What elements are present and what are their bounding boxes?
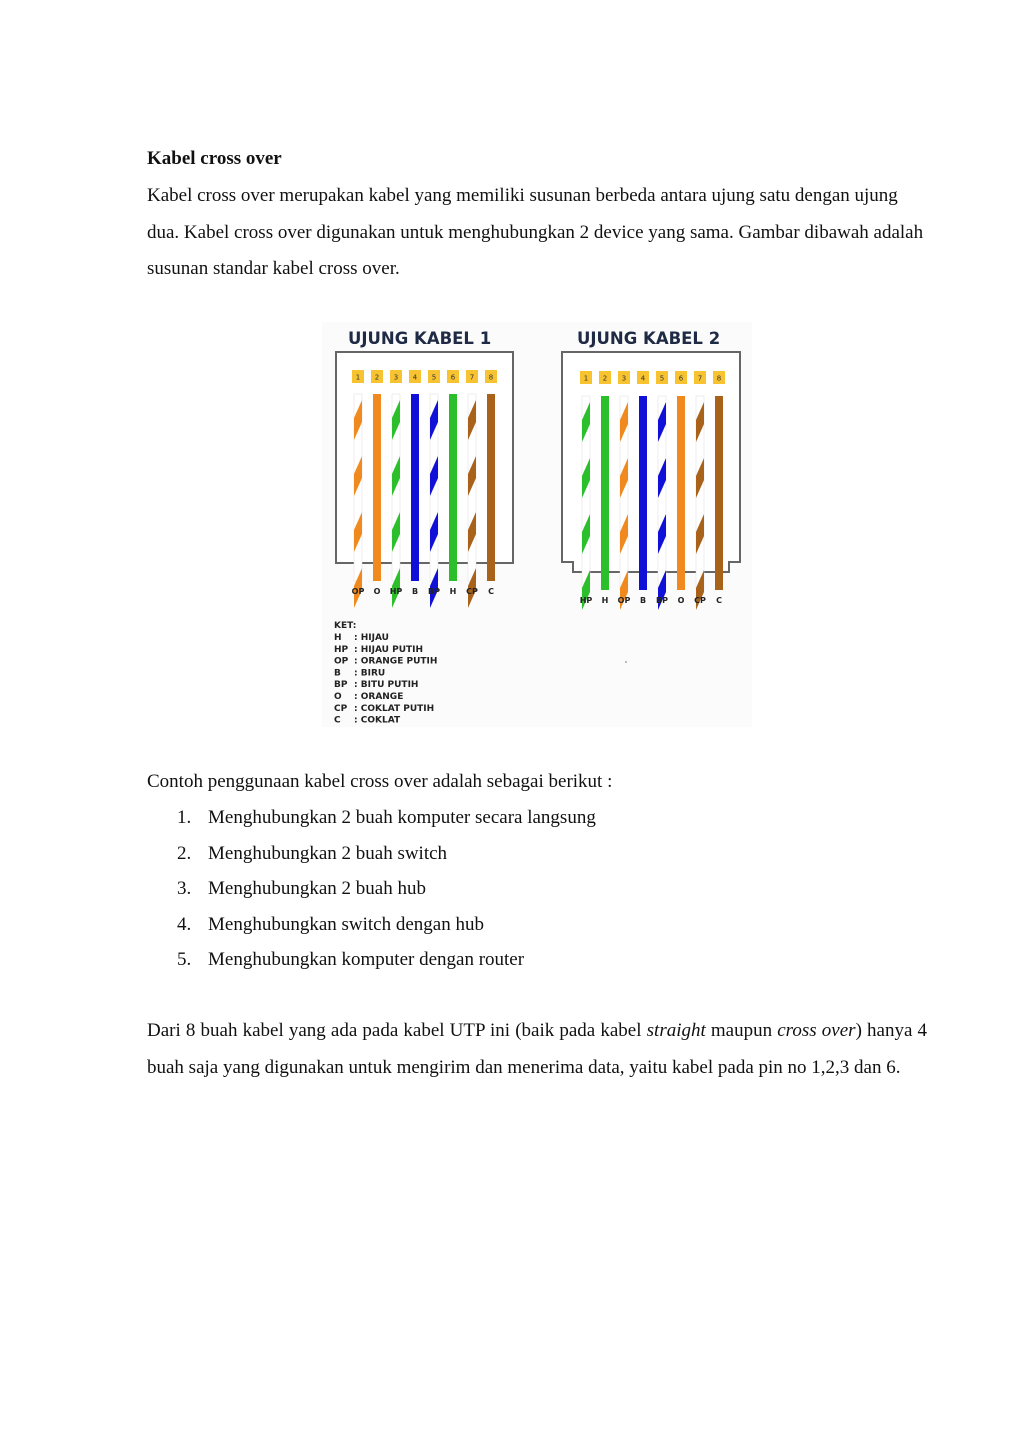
pin-1 (580, 371, 592, 384)
uses-intro: Contoh penggunaan kabel cross over adalah sebagai berikut : (147, 771, 613, 792)
wire-body (411, 394, 419, 581)
pin-number: 1 (583, 374, 589, 383)
pin-7 (694, 371, 706, 384)
legend-code: O (334, 692, 342, 702)
wire-label: C (716, 596, 722, 605)
closing-emphasis-straight: straight (646, 1020, 706, 1041)
legend-desc: : ORANGE PUTIH (354, 656, 438, 667)
legend-code: C (334, 715, 341, 726)
closing-emphasis-cross-over: cross over (777, 1020, 856, 1041)
connector-1-housing (336, 352, 513, 563)
pin-number: 7 (697, 374, 703, 383)
wire-label: B (411, 587, 419, 596)
legend-desc: : COKLAT (354, 715, 401, 726)
closing-text-2: maupun (705, 1020, 778, 1041)
legend-desc: : HIJAU PUTIH (354, 644, 424, 655)
list-text: Menghubungkan 2 buah switch (208, 842, 448, 864)
wire-op (354, 394, 362, 608)
pin-2 (599, 371, 611, 384)
wire-hp (582, 396, 590, 610)
pin-number: 5 (659, 374, 665, 383)
pin-number: 4 (412, 373, 418, 382)
wire-label: H (601, 596, 609, 605)
list-text: Menghubungkan komputer dengan router (208, 949, 525, 970)
pin-4 (637, 371, 649, 384)
pin-number: 8 (716, 374, 722, 383)
pin-number: 8 (488, 373, 494, 382)
wire-label: H (449, 587, 457, 596)
pin-7 (466, 370, 478, 383)
wire-label: CP (694, 596, 706, 605)
wire-label: O (677, 596, 685, 605)
legend-code: H (334, 633, 342, 643)
legend-item (334, 680, 418, 690)
legend-desc: : ORANGE (354, 692, 404, 702)
wire-label: O (373, 587, 381, 596)
wire-body (715, 396, 723, 590)
connector-1-title: UJUNG KABEL 1 (348, 329, 492, 348)
legend-code: BP (334, 680, 348, 691)
pin-5 (428, 370, 440, 383)
wire-label: HP (579, 596, 593, 605)
wire-label: BP (656, 596, 668, 605)
pin-number: 6 (450, 373, 456, 382)
wire-hp (392, 394, 400, 608)
pin-4 (409, 370, 421, 383)
list-text: Menghubungkan 2 buah hub (208, 878, 426, 899)
pin-number: 3 (393, 373, 399, 382)
wire-label: C (488, 587, 494, 596)
legend-desc: : HIJAU (354, 633, 389, 643)
wire-o (677, 396, 685, 590)
legend-code: CP (334, 703, 348, 714)
wire-body (373, 394, 381, 581)
wire-bp (430, 394, 438, 608)
pin-number: 6 (678, 374, 684, 383)
wire-label: HP (389, 587, 403, 596)
legend-desc: : COKLAT PUTIH (354, 703, 435, 714)
wire-op (620, 396, 628, 610)
list-number: 1. (177, 807, 192, 828)
wire-cp (696, 396, 704, 610)
legend-code: HP (334, 644, 349, 655)
wire-b (639, 396, 647, 590)
wire-body (487, 394, 495, 581)
legend-item (334, 645, 423, 655)
wire-c (715, 396, 723, 590)
pin-number: 2 (374, 373, 380, 382)
wiring-diagram (322, 322, 752, 727)
pin-6 (447, 370, 459, 383)
wire-body (601, 396, 609, 590)
wire-body (449, 394, 457, 581)
pin-number: 2 (602, 374, 608, 383)
connector-2-title: UJUNG KABEL 2 (577, 329, 721, 348)
list-number: 2. (177, 842, 192, 864)
wire-body (639, 396, 647, 590)
list-number: 4. (177, 913, 192, 935)
pin-5 (656, 371, 668, 384)
legend-code: B (334, 668, 341, 679)
list-text: Menghubungkan switch dengan hub (208, 913, 484, 935)
legend-desc: : BITU PUTIH (354, 680, 419, 691)
pin-8 (485, 370, 497, 383)
wire-label: B (639, 596, 647, 605)
wire-label: OP (617, 596, 631, 605)
wire-o (373, 394, 381, 581)
legend-title: KET: (334, 621, 357, 631)
wire-bp (658, 396, 666, 610)
wire-label: OP (351, 587, 365, 596)
list-number: 5. (177, 949, 192, 970)
wire-h (449, 394, 457, 581)
speck (625, 661, 627, 663)
pin-number: 4 (640, 374, 646, 383)
pin-number: 3 (621, 374, 627, 383)
pin-8 (713, 371, 725, 384)
list-text: Menghubungkan 2 buah komputer secara langsung (208, 807, 596, 828)
pin-number: 5 (431, 373, 437, 382)
intro-paragraph: Kabel cross over merupakan kabel yang memiliki susunan berbeda antara ujung satu dengan ujung dua. Kabel cross over digunakan untuk menghubungkan 2 device yang sama. Gambar dibawah adalah susunan standar kabel cross over. (147, 185, 924, 279)
wire-h (601, 396, 609, 590)
list-number: 3. (177, 878, 192, 899)
legend-code: OP (334, 656, 349, 667)
pin-3 (390, 370, 402, 383)
wire-c (487, 394, 495, 581)
closing-text-1: Dari 8 buah kabel yang ada pada kabel UTP ini (baik pada kabel (147, 1020, 647, 1041)
legend-desc: : BIRU (354, 668, 386, 679)
wire-label: CP (466, 587, 478, 596)
section-heading: Kabel cross over (147, 148, 282, 169)
crossover-wiring-figure (322, 322, 752, 727)
pin-number: 7 (469, 373, 475, 382)
pin-2 (371, 370, 383, 383)
connector-2 (562, 329, 740, 610)
pin-3 (618, 371, 630, 384)
closing-paragraph (147, 1013, 927, 1086)
wire-cp (468, 394, 476, 608)
closing-text-3: ) hanya 4 buah saja yang digunakan untuk mengirim dan menerima data, yaitu kabel pada pin no 1,2,3 dan 6. (147, 1020, 928, 1078)
pin-6 (675, 371, 687, 384)
pin-number: 1 (355, 373, 361, 382)
wire-b (411, 394, 419, 581)
pin-1 (352, 370, 364, 383)
wire-label: BP (428, 587, 440, 596)
wire-body (677, 396, 685, 590)
